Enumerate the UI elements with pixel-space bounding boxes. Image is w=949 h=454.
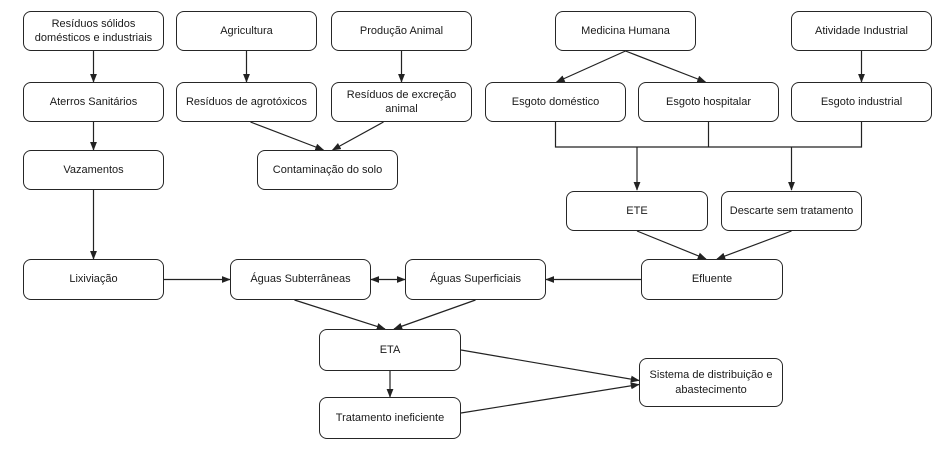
node-label-residuos_solidos: Resíduos sólidos domésticos e industriais: [34, 17, 153, 44]
node-atividade_industrial: [791, 11, 932, 51]
node-tratamento: [319, 397, 461, 439]
node-contaminacao: [257, 150, 398, 190]
node-esgoto_hospitalar: [638, 82, 779, 122]
node-medicina_humana: [555, 11, 696, 51]
node-label-atividade_industrial: Atividade Industrial: [815, 24, 908, 37]
edge-ete-to-efluente: [637, 231, 706, 259]
node-label-aterros: Aterros Sanitários: [49, 95, 138, 108]
node-label-excrecao: Resíduos de excreção animal: [346, 88, 457, 115]
node-label-ete: ETE: [626, 204, 648, 217]
node-label-esgoto_hospitalar: Esgoto hospitalar: [666, 95, 751, 108]
node-label-aguas_superficiais: Águas Superficiais: [429, 273, 522, 286]
node-label-medicina_humana: Medicina Humana: [581, 24, 670, 37]
node-label-esgoto_domestico: Esgoto doméstico: [511, 95, 600, 108]
node-label-esgoto_industrial: Esgoto industrial: [820, 95, 903, 108]
node-label-tratamento: Tratamento ineficiente: [335, 411, 445, 424]
node-sistema: [639, 358, 783, 407]
node-label-descarte: Descarte sem tratamento: [729, 204, 854, 217]
node-label-agrotoxicos: Resíduos de agrotóxicos: [185, 95, 308, 108]
node-aguas_superficiais: [405, 259, 546, 300]
node-residuos_solidos: [23, 11, 164, 51]
node-eta: [319, 329, 461, 371]
node-vazamentos: [23, 150, 164, 190]
node-descarte: [721, 191, 862, 231]
edge-eta-to-sistema: [461, 350, 639, 381]
node-lixiviacao: [23, 259, 164, 300]
node-label-efluente: Efluente: [691, 273, 733, 286]
edge-medicina_humana-to-esgoto_hospitalar: [626, 51, 706, 82]
edge-excrecao-to-contaminacao: [333, 122, 384, 150]
node-efluente: [641, 259, 783, 300]
node-esgoto_industrial: [791, 82, 932, 122]
node-label-eta: ETA: [379, 343, 401, 356]
node-label-contaminacao: Contaminação do solo: [272, 163, 383, 176]
node-ete: [566, 191, 708, 231]
edge-aguas_superficiais-to-eta: [394, 300, 476, 329]
edge-agrotoxicos-to-contaminacao: [251, 122, 324, 150]
node-agrotoxicos: [176, 82, 317, 122]
node-aguas_subterraneas: [230, 259, 371, 300]
node-aterros: [23, 82, 164, 122]
edge-descarte-to-efluente: [717, 231, 792, 259]
node-esgoto_domestico: [485, 82, 626, 122]
node-agricultura: [176, 11, 317, 51]
node-label-agricultura: Agricultura: [220, 24, 273, 37]
node-excrecao: [331, 82, 472, 122]
edge-tratamento-to-sistema: [461, 385, 639, 414]
node-label-vazamentos: Vazamentos: [63, 163, 124, 176]
node-label-aguas_subterraneas: Águas Subterrâneas: [250, 273, 351, 286]
edge-aguas_subterraneas-to-eta: [295, 300, 386, 329]
edge-medicina_humana-to-esgoto_domestico: [557, 51, 626, 82]
node-label-producao_animal: Produção Animal: [359, 24, 444, 37]
node-label-lixiviacao: Lixiviação: [69, 273, 118, 286]
node-producao_animal: [331, 11, 472, 51]
node-label-sistema: Sistema de distribuição e abastecimento: [649, 369, 773, 396]
